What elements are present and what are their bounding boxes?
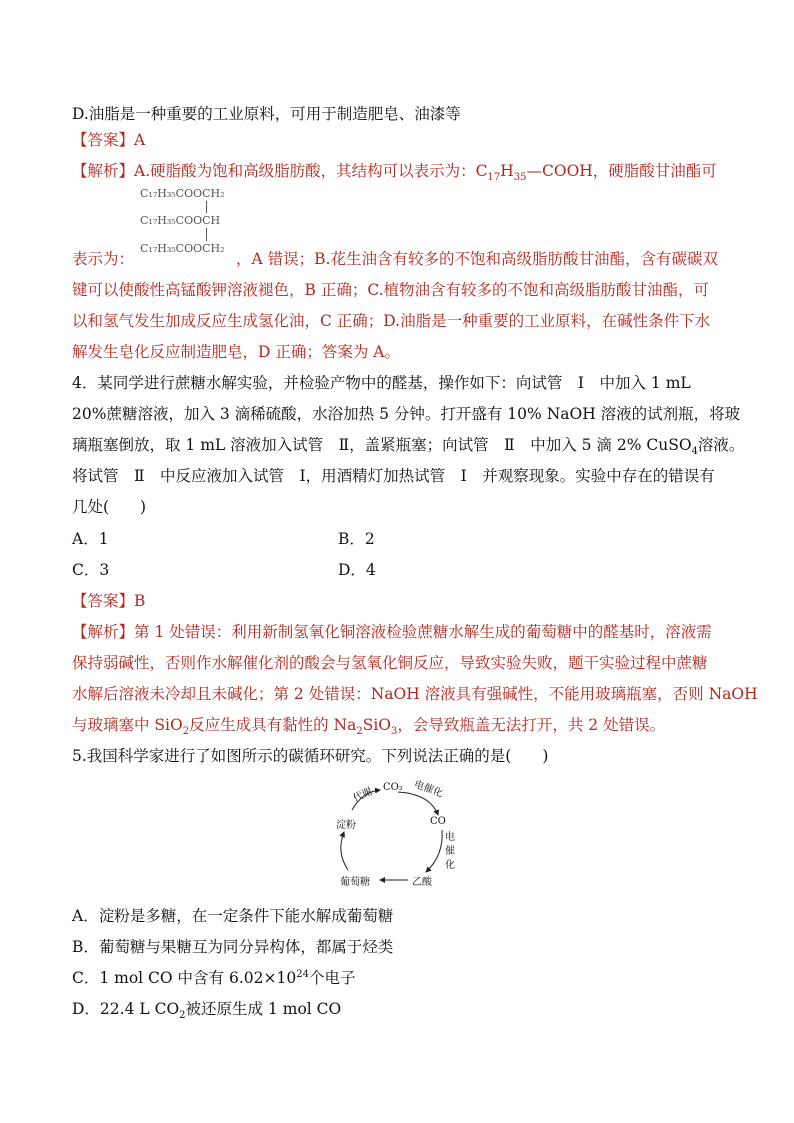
question-4-line3: 璃瓶塞倒放，取 1 mL 溶液加入试管 Ⅱ，盖紧瓶塞；向试管 Ⅱ 中加入 5 滴 2% CuSO$_4$溶液。 xyxy=(72,436,745,458)
label-metabolism: 代谢 xyxy=(351,786,375,805)
question-4-line1: 4．某同学进行蔗糖水解实验，并检验产物中的醛基，操作如下：向试管 Ⅰ 中加入 1 mL xyxy=(72,374,691,392)
label-electro-top: 电催化 xyxy=(412,779,445,800)
label-electro-side-1: 电 xyxy=(445,832,455,843)
analysis-4-line1: 【解析】第 1 处错误：利用新制氢氧化铜溶液检验蔗糖水解生成的葡萄糖中的醛基时，溶液需 xyxy=(72,623,712,641)
question-4-line5: 几处( ) xyxy=(72,498,147,516)
label-electro-side-2: 催 xyxy=(445,846,455,857)
analysis-3-line5: 解发生皂化反应制造肥皂，D 正确；答案为 A。 xyxy=(72,343,400,361)
arc-glucose-to-starch xyxy=(341,832,348,870)
label-glucose: 葡萄糖 xyxy=(340,877,370,888)
q5-option-b: B．葡萄糖与果糖互为同分异构体，都属于烃类 xyxy=(72,938,394,956)
formula-bond-2 xyxy=(206,228,207,241)
label-co2: CO₂ xyxy=(383,782,403,793)
analysis-3-line3: 键可以使酸性高锰酸钾溶液褪色，B 正确；C.植物油含有较多的不饱和高级脂肪酸甘油酯，可 xyxy=(72,281,710,299)
formula-row-2: C₁₇H₃₅COOCH xyxy=(140,214,221,227)
question-5-line1: 5.我国科学家进行了如图所示的碳循环研究。下列说法正确的是( ) xyxy=(72,747,549,765)
answer-4: 【答案】B xyxy=(72,592,146,610)
analysis-3-line2: 表示为： ，A 错误；B.花生油含有较多的不饱和高级脂肪酸甘油酯，含有碳碳双 xyxy=(72,250,718,268)
carbon-cycle-diagram xyxy=(330,780,460,890)
analysis-3-line1: 【解析】A.硬脂酸为饱和高级脂肪酸，其结构可以表示为：$C_{17}H_{35}—COOH$，硬脂酸甘油酯可 xyxy=(72,162,717,184)
question-4-line2: 20%蔗糖溶液，加入 3 滴稀硫酸，水浴加热 5 分钟。打开盛有 10% NaOH 溶液的试剂瓶，将玻 xyxy=(72,405,741,423)
analysis-4-line4: 与玻璃塞中 SiO$_2$反应生成具有黏性的 $Na_2SiO_3$，会导致瓶盖无法打开，共 2 处错误。 xyxy=(72,716,666,738)
label-electro-side-3: 化 xyxy=(445,860,455,871)
q4-option-d: D．4 xyxy=(338,561,376,579)
q4-option-a: A．1 xyxy=(72,530,109,548)
label-acetic: 乙酸 xyxy=(412,877,432,888)
formula-bond-1 xyxy=(206,201,207,213)
answer-3: 【答案】A xyxy=(72,131,146,149)
analysis-4-line2: 保持弱碱性，否则作水解催化剂的酸会与氢氧化铜反应，导致实验失败，题干实验过程中蔗糖 xyxy=(72,654,708,672)
question-4-line4: 将试管 Ⅱ 中反应液加入试管 Ⅰ，用酒精灯加热试管 Ⅰ 并观察现象。实验中存在的错误有 xyxy=(72,467,715,485)
q4-option-b: B．2 xyxy=(338,530,375,548)
analysis-3-line4: 以和氢气发生加成反应生成氢化油，C 正确；D.油脂是一种重要的工业原料，在碱性条件下水 xyxy=(72,312,711,330)
q4-option-c: C．3 xyxy=(72,561,110,579)
label-co: CO xyxy=(430,816,446,827)
analysis-4-line3: 水解后溶液未冷却且未碱化；第 2 处错误：NaOH 溶液具有强碱性，不能用玻璃瓶塞，否则 NaOH xyxy=(72,685,758,703)
formula-row-1: C₁₇H₃₅COOCH₂ xyxy=(140,187,225,200)
label-starch: 淀粉 xyxy=(336,820,356,831)
option-d-previous: D.油脂是一种重要的工业原料，可用于制造肥皂、油漆等 xyxy=(72,105,461,123)
q5-option-c: C．1 mol CO 中含有 $6.02\times 10^{24}$个电子 xyxy=(72,968,356,987)
formula-row-3: C₁₇H₃₅COOCH₂ xyxy=(140,242,225,255)
q5-option-a: A．淀粉是多糖，在一定条件下能水解成葡萄糖 xyxy=(72,907,394,925)
q5-option-d: D．22.4 L $CO_2$被还原生成 1 mol CO xyxy=(72,1000,342,1022)
arc-co-to-acetic xyxy=(426,830,442,872)
